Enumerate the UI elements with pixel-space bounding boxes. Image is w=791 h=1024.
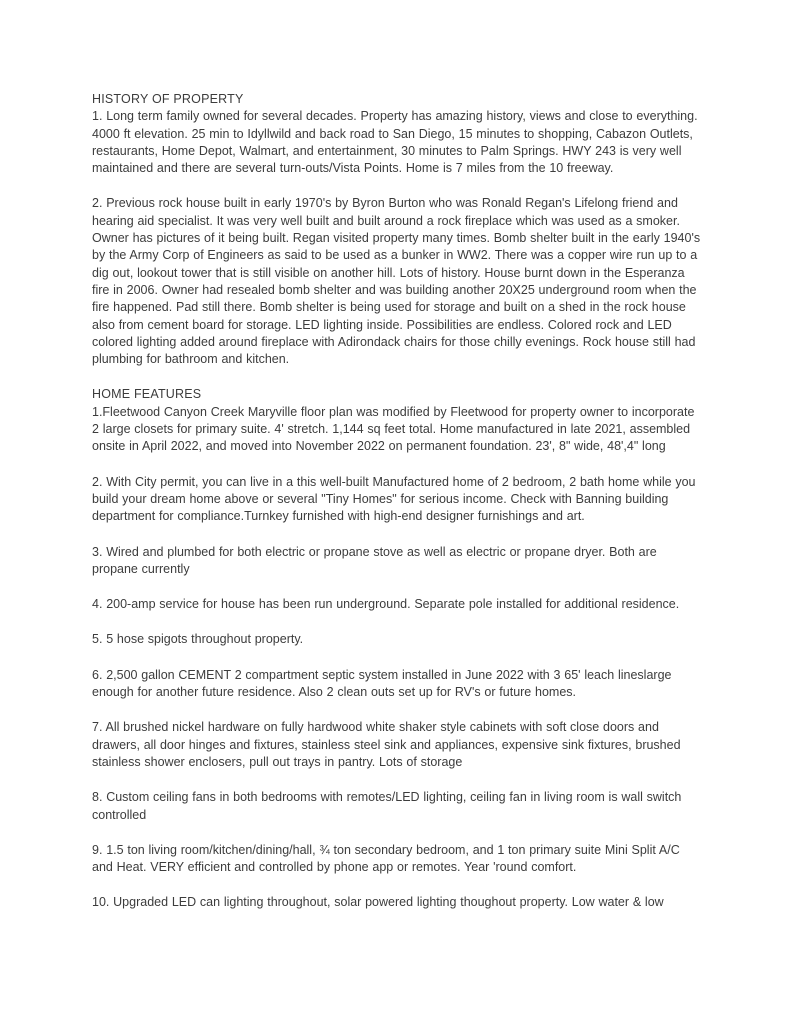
home-features-paragraph-6: 6. 2,500 gallon CEMENT 2 compartment septic system installed in June 2022 with 3 65' leach lineslarge enough for another future residence. Also 2 clean outs set up for RV's or future homes. [92, 667, 672, 700]
history-section-heading: HISTORY OF PROPERTY [92, 92, 244, 106]
home-features-paragraph-3: 3. Wired and plumbed for both electric or propane stove as well as electric or propane dryer. Both are propane currently [92, 544, 657, 576]
section-history-of-property [92, 91, 702, 368]
home-features-paragraph-4: 4. 200-amp service for house has been run underground. Separate pole installed for additional residence. [92, 597, 680, 612]
home-features-paragraph-10: 10. Upgraded LED can lighting throughout, solar powered lighting thoughout property. Low water & low [92, 895, 664, 910]
home-features-section-heading: HOME FEATURES [92, 387, 202, 402]
home-features-paragraph-8: 8. Custom ceiling fans in both bedrooms with remotes/LED lighting, ceiling fan in living room is wall switch controlled [92, 790, 682, 822]
home-features-paragraph-9: 9. 1.5 ton living room/kitchen/dining/hall, ¾ ton secondary bedroom, and 1 ton primary suite Mini Split A/C and Heat. VERY efficient and controlled by phone app or remotes. Year 'round comfort. [92, 842, 680, 875]
home-features-paragraph-5: 5. 5 hose spigots throughout property. [92, 632, 304, 647]
history-paragraph-2: 2. Previous rock house built in early 1970's by Byron Burton who was Ronald Regan's Lifelong friend and hearing aid specialist. It was very well built and built around a rock fireplace which was used as a smoker. Owner has pictures of it being built. Regan visited property many times. Bomb shelter built in the early 1940's by the Army Corp of Engineers as said to be used as a bunker in WW2. There was a copper wire run up to a dig out, lookout tower that is still visible on another hill. Lots of history. House burnt down in the Esperanza fire in 2006. Owner had resealed bomb shelter and was building another 20X25 underground room when the fire happened. Pad still there. Bomb shelter is being used for storage and built on a shed in the rock house also from cement board for storage. LED lighting inside. Possibilities are endless. Colored rock and LED colored lighting added around fireplace with Adirondack chairs for those chilly evenings. Rock house still had plumbing for bathroom and kitchen. [92, 196, 701, 367]
home-features-paragraph-2: 2. With City permit, you can live in a this well-built Manufactured home of 2 bedroom, 2 bath home while you build your dream home above or several "Tiny Homes" for serious income. Check with Banning building department for compliance.Turnkey furnished with high-end designer furnishings and art. [92, 474, 696, 524]
history-paragraph-1: 1. Long term family owned for several decades. Property has amazing history, views and close to everything. 4000 ft elevation. 25 min to Idyllwild and back road to San Diego, 15 minutes to shopping, Cabazon Outlets, restaurants, Home Depot, Walmart, and entertainment, 30 minutes to Palm Springs. HWY 243 is very well maintained and there are several turn-outs/Vista Points. Home is 7 miles from the 10 freeway. [92, 109, 698, 176]
home-features-paragraph-1: 1.Fleetwood Canyon Creek Maryville floor plan was modified by Fleetwood for property owner to incorporate 2 large closets for primary suite. 4' stretch. 1,144 sq feet total. Home manufactured in late 2021, assembled onsite in April 2022, and moved into November 2022 on permanent foundation. 23', 8" wide, 48',4" long [92, 404, 695, 454]
section-home-features [92, 386, 702, 911]
home-features-paragraph-7: 7. All brushed nickel hardware on fully hardwood white shaker style cabinets with soft close doors and drawers, all door hinges and fixtures, stainless steel sink and appliances, expensive sink fixtures, brushed stainless shower enclosers, pull out trays in pantry. Lots of storage [92, 720, 681, 769]
